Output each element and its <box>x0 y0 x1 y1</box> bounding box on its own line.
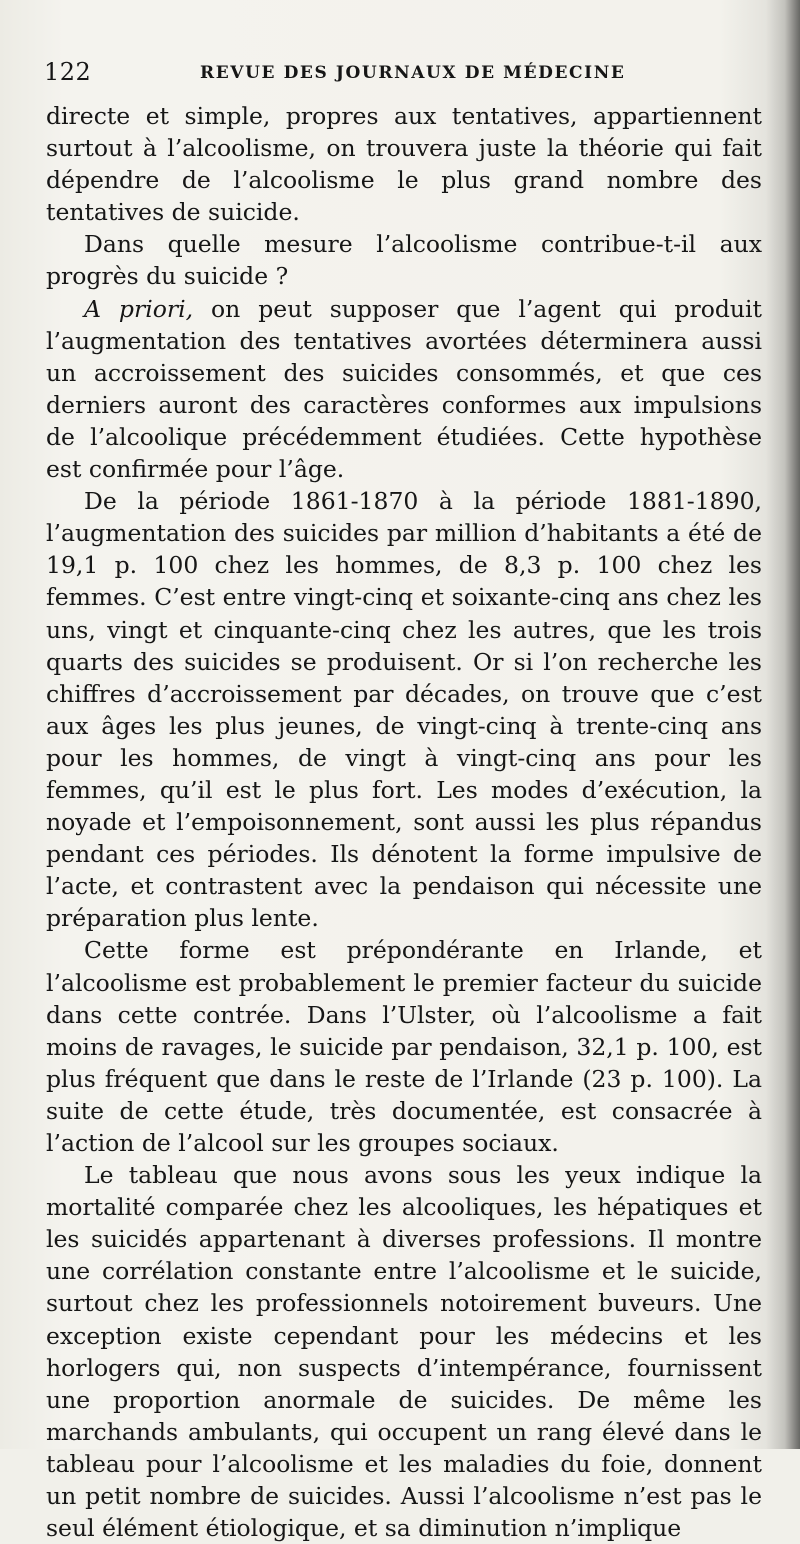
paragraph-text: Dans quelle mesure l’alcoolisme contribue-t-il aux progrès du suicide ? <box>46 230 762 291</box>
page-gutter-shadow <box>766 0 800 1449</box>
page-number: 122 <box>44 58 92 86</box>
paragraph-ireland <box>46 934 762 1159</box>
paragraph-question <box>46 228 762 292</box>
running-title: REVUE DES JOURNAUX DE MÉDECINE <box>200 63 626 83</box>
paragraph-text: Le tableau que nous avons sous les yeux indique la mortalité comparée chez les alcooliques, les hépatiques et les suicidés appartenant à diverses professions. Il montre une corrélation constante entre l’alcoolisme et le suicide, surtout chez les professionnels notoirement buveurs. Une exception existe cependant pour les médecins et les horlogers qui, non suspects d’intempérance, fournissent une proportion anormale de suicides. De même les marchands ambulants, qui occupent un rang élevé dans le tableau pour l’alcoolisme et les maladies du foie, donnent un petit nombre de suicides. Aussi l’alcoolisme n’est pas le seul élément étiologique, et sa diminution n’implique <box>46 1161 762 1543</box>
paragraph-continuation <box>46 100 762 228</box>
paragraph-text: Cette forme est prépondérante en Irlande, et l’alcoolisme est probablement le premier facteur du suicide dans cette contrée. Dans l’Ulster, où l’alcoolisme a fait moins de ravages, le suicide par pendaison, 32,1 p. 100, est plus fréquent que dans le reste de l’Irlande (23 p. 100). La suite de cette étude, très documentée, est consacrée à l’action de l’alcool sur les groupes sociaux. <box>46 936 762 1157</box>
paragraph-professions <box>46 1159 762 1544</box>
paragraph-text: De la période 1861-1870 à la période 1881-1890, l’augmentation des suicides par million d’habitants a été de 19,1 p. 100 chez les hommes, de 8,3 p. 100 chez les femmes. C’est entre vingt-cinq et soixante-cinq ans chez les uns, vingt et cinquante-cinq chez les autres, que les trois quarts des suicides se produisent. Or si l’on recherche les chiffres d’accroissement par décades, on trouve que c’est aux âges les plus jeunes, de vingt-cinq à trente-cinq ans pour les hommes, de vingt à vingt-cinq ans pour les femmes, qu’il est le plus fort. Les modes d’exécution, la noyade et l’empoisonnement, sont aussi les plus répandus pendant ces périodes. Ils dénotent la forme impulsive de l’acte, et contrastent avec la pendaison qui nécessite une préparation plus lente. <box>46 487 762 933</box>
article-body <box>46 100 762 1544</box>
paragraph-text: directe et simple, propres aux tentatives, appartiennent surtout à l’alcoolisme, on trouvera juste la théorie qui fait dépendre de l’alcoolisme le plus grand nombre des tentatives de suicide. <box>46 102 762 227</box>
paragraph-statistics <box>46 485 762 934</box>
italic-lead: A priori, <box>84 294 194 323</box>
paragraph-a-priori <box>46 293 762 486</box>
paragraph-text: on peut supposer que l’agent qui produit l’augmentation des tentatives avortées déterminera aussi un accroissement des suicides consommés, et que ces derniers auront des caractères conformes aux impulsions de l’alcoolique précédemment étudiées. Cette hypothèse est confirmée pour l’âge. <box>46 294 762 484</box>
page-header <box>44 58 764 94</box>
